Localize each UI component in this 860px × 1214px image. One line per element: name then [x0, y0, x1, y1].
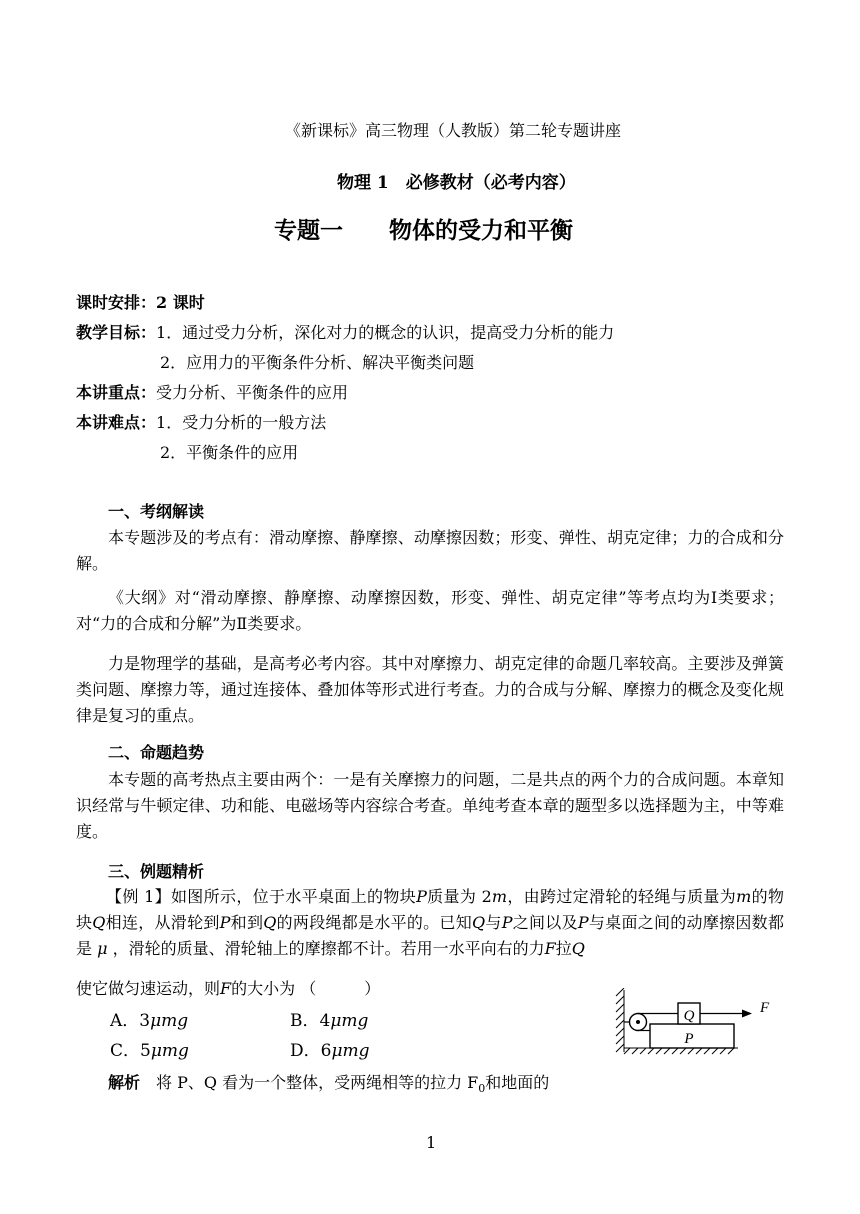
option-expr: μmg [331, 1041, 370, 1061]
goals-label: 教学目标： [76, 323, 157, 342]
var-P: P [501, 913, 513, 932]
var-Q: Q [263, 913, 277, 932]
text-run: 使它做匀速运动，则 [76, 979, 221, 998]
option-b [290, 1006, 368, 1031]
analysis-line [108, 1070, 549, 1095]
focus-label: 本讲重点： [76, 383, 157, 402]
analysis-text: 将 P、Q 看为一个整体，受两绳相等的拉力 F [156, 1073, 479, 1092]
difficulty-item: 2．平衡条件的应用 [160, 443, 299, 462]
label-P: P [684, 1031, 694, 1047]
analysis-text: 和地面的 [485, 1073, 550, 1092]
var-Q: Q [571, 939, 585, 958]
text-run: 相连，从滑轮到 [105, 913, 220, 932]
text-run: 拉 [555, 939, 572, 958]
paragraph: 力是物理学的基础，是高考必考内容。其中对摩擦力、胡克定律的命题几率较高。主要涉及弹簧类问题、摩擦力等，通过连接体、叠加体等形式进行考查。力的合成与分解、摩擦力的概念及变化规律是复习的重点。 [76, 654, 784, 725]
answer-blank: （ ） [300, 979, 381, 998]
difficulty-label: 本讲难点： [76, 413, 157, 432]
page-number: 1 [426, 1133, 437, 1152]
option-letter: D． [290, 1041, 321, 1061]
paragraph: 《大纲》对“滑动摩擦、静摩擦、动摩擦因数，形变、弹性、胡克定律”等考点均为Ⅰ类要求；对“力的合成和分解”为Ⅱ类要求。 [76, 588, 784, 633]
example-question-end [76, 976, 380, 999]
var-mu: μ [97, 939, 108, 958]
var-F: F [544, 939, 556, 958]
var-P: P [219, 913, 231, 932]
example-question [76, 884, 784, 962]
var-P: P [577, 913, 589, 932]
schedule-value: 2 课时 [156, 293, 205, 312]
var-Q: Q [472, 913, 486, 932]
var-m: m [736, 887, 752, 906]
text-run: 的大小为 [231, 979, 296, 998]
option-coef: 6 [320, 1041, 332, 1061]
section-heading: 三、例题精析 [108, 862, 205, 881]
series-title: 《新课标》高三物理（人教版）第二轮专题讲座 [285, 121, 622, 140]
option-coef: 3 [139, 1011, 151, 1031]
wall [616, 988, 624, 1052]
floor [624, 1048, 738, 1054]
focus-value: 受力分析、平衡条件的应用 [156, 383, 349, 402]
option-expr: μmg [150, 1011, 189, 1031]
option-expr: μmg [150, 1041, 189, 1061]
topic-title: 专题一 物体的受力和平衡 [274, 217, 573, 244]
label-F: F [760, 1000, 770, 1016]
paragraph: 本专题的高考热点主要由两个：一是有关摩擦力的问题，二是共点的两个力的合成问题。本章知识经常与牛顿定律、功和能、电磁场等内容综合考查。单纯考查本章的题型多以选择题为主，中等难度。 [76, 770, 784, 841]
label-Q: Q [683, 1008, 695, 1024]
schedule-line [76, 290, 205, 313]
goals-line-1 [76, 320, 614, 343]
difficulty-item: 1．受力分析的一般方法 [156, 413, 327, 432]
focus-line [76, 380, 348, 403]
option-coef: 4 [319, 1011, 331, 1031]
example-tag: 【例 1】 [106, 887, 171, 906]
text-run: 与桌面之间的动摩擦因数都是 [76, 913, 784, 958]
var-P: P [416, 887, 427, 906]
section-heading: 二、命题趋势 [108, 743, 205, 762]
option-expr: μmg [330, 1011, 369, 1031]
text-run: ，滑轮的质量、滑轮轴上的摩擦都不计。若用一水平向右的力 [112, 939, 545, 958]
var-m: m [491, 887, 507, 906]
schedule-label: 课时安排： [76, 293, 157, 312]
text-run: 与 [485, 913, 502, 932]
force-arrowhead [742, 1010, 752, 1018]
section-heading: 一、考纲解读 [108, 502, 205, 521]
option-c [110, 1036, 189, 1061]
text-run: 之间以及 [512, 913, 578, 932]
analysis-label: 解析 [108, 1073, 141, 1092]
goal-item: 2．应用力的平衡条件分析、解决平衡类问题 [160, 353, 475, 372]
option-letter: A． [110, 1011, 140, 1031]
option-letter: C． [110, 1041, 141, 1061]
book-title: 物理 1 必修教材（必考内容） [337, 173, 576, 193]
text-run: 和到 [230, 913, 264, 932]
option-a [110, 1006, 188, 1031]
pulley-hub [636, 1020, 640, 1024]
text-run: ，由跨过定滑轮的轻绳与质量为 [506, 887, 737, 906]
option-letter: B． [290, 1011, 320, 1031]
goal-item: 1．通过受力分析，深化对力的概念的认识，提高受力分析的能力 [156, 323, 615, 342]
text-run: 质量为 2 [426, 887, 492, 906]
text-run: 的物块 [76, 887, 784, 932]
text-run: 如图所示，位于水平桌面上的物块 [170, 887, 417, 906]
var-Q: Q [92, 913, 106, 932]
option-d [290, 1036, 370, 1061]
pulley-figure [610, 988, 780, 1060]
paragraph: 本专题涉及的考点有：滑动摩擦、静摩擦、动摩擦因数；形变、弹性、胡克定律；力的合成和分解。 [76, 528, 784, 573]
var-F: F [220, 979, 232, 998]
analysis-subscript: 0 [478, 1082, 486, 1096]
difficulty-line-1 [76, 410, 326, 433]
text-run: 的两段绳都是水平的。已知 [276, 913, 472, 932]
option-coef: 5 [140, 1041, 151, 1061]
